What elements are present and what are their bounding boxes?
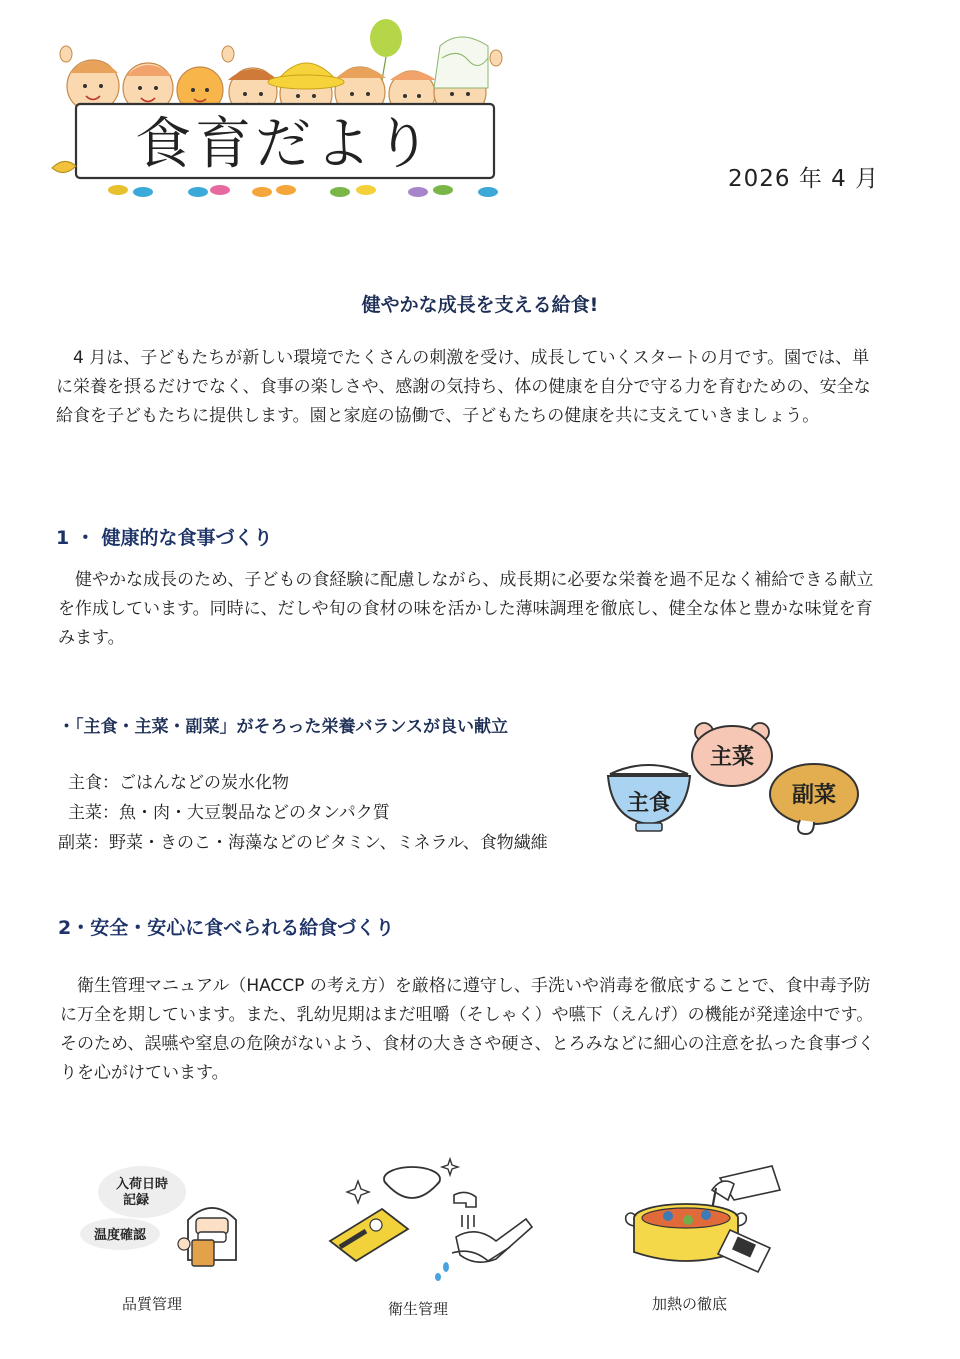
list-item: 主食：ごはんなどの炭水化物 [68, 773, 289, 793]
inspector-icon [178, 1208, 236, 1266]
caption-hygiene: 衛生管理 [388, 1300, 449, 1318]
bowl-icon [384, 1167, 440, 1198]
faucet-hands-icon [452, 1192, 532, 1262]
quality-bubble-temp: 温度確認 [93, 1228, 147, 1243]
quality-control-illustration [80, 1160, 250, 1278]
side-dish-label: 副菜 [791, 783, 837, 808]
section1-heading: 1 ・ 健康的な食事づくり [56, 527, 273, 549]
caption-quality: 品質管理 [122, 1295, 183, 1313]
newsletter-title: 食育だより [135, 112, 435, 177]
hygiene-illustration [326, 1155, 536, 1283]
food-groups-illustration [600, 716, 870, 842]
caption-heating: 加熱の徹底 [652, 1295, 728, 1313]
main-dish-label: 主菜 [709, 745, 755, 770]
quality-bubble-line1: 入荷日時 [115, 1177, 169, 1192]
section2-body: 衛生管理マニュアル（HACCP の考え方）を厳格に遵守し、手洗いや消毒を徹底することで、食中毒予防に万全を期しています。また、乳幼児期はまだ咀嚼（そしゃく）や嚥下（えんげ）の機能が発達途中です。そのため、誤嚥や窒息の危険がないよう、食材の大きさや硬さ、とろみなどに細心の注意を払った食事づくりを心がけています。 [60, 976, 875, 1083]
section2-heading: 2・安全・安心に食べられる給食づくり [58, 917, 395, 939]
heating-illustration [624, 1160, 794, 1280]
balance-subheading: ・「主食・主菜・副菜」がそろった栄養バランスが良い献立 [58, 717, 508, 737]
rice-label: 主食 [626, 791, 672, 816]
list-item: 主菜：魚・肉・大豆製品などのタンパク質 [68, 803, 390, 823]
section1-body: 健やかな成長のため、子どもの食経験に配慮しながら、成長期に必要な栄養を過不足なく補給できる献立を作成しています。同時に、だしや旬の食材の味を活かした薄味調理を徹底し、健全な体と豊かな味覚を育みます。 [58, 570, 874, 648]
headline: 健やかな成長を支える給食! [361, 294, 599, 316]
cutting-board-icon [330, 1209, 408, 1261]
newsletter-banner [48, 18, 508, 203]
food-group-list [58, 768, 548, 858]
issue-date: 2026 年 4 月 [728, 166, 880, 192]
list-item: 副菜：野菜・きのこ・海藻などのビタミン、ミネラル、食物繊維 [58, 833, 548, 853]
water-drop-icon [435, 1262, 449, 1281]
quality-bubble-line2: 記録 [122, 1193, 150, 1208]
intro-paragraph: 4 月は、子どもたちが新しい環境でたくさんの刺激を受け、成長していくスタートの月です。園では、単に栄養を摂るだけでなく、食事の楽しさや、感謝の気持ち、体の健康を自分で守る力を育むための、安全な給食を子どもたちに提供します。園と家庭の協働で、子どもたちの健康を共に支えていきましょう。 [56, 348, 871, 426]
